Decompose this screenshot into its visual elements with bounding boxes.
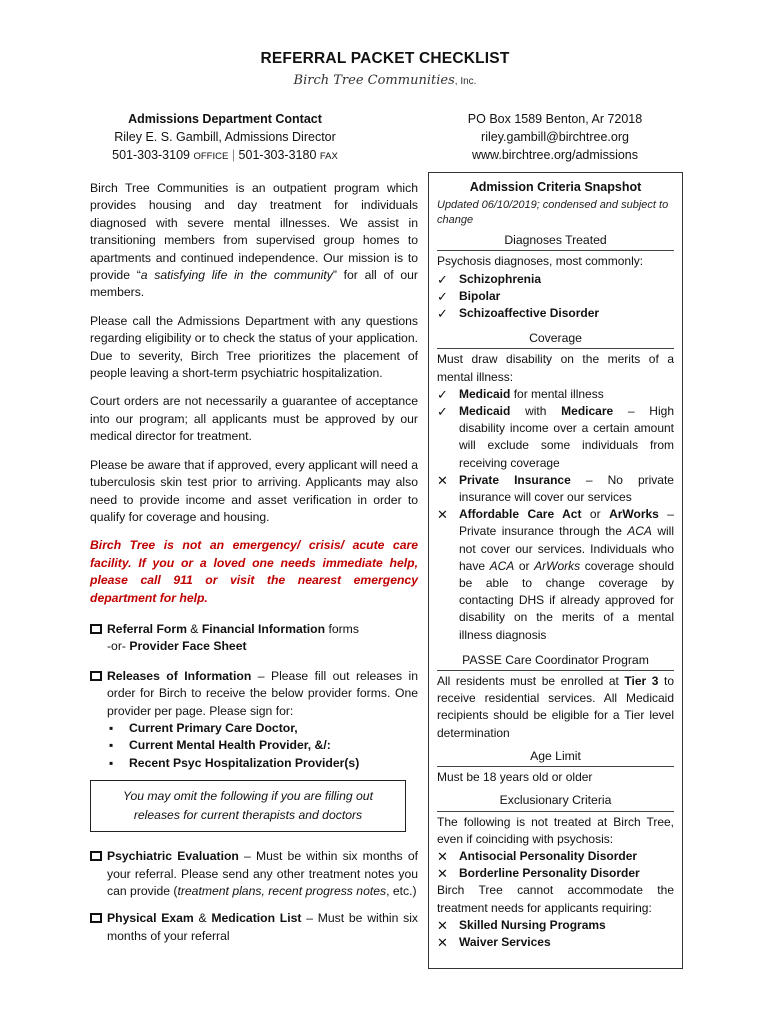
list-item: ▪ Current Mental Health Provider, &/:	[129, 737, 418, 754]
list-item: ✓ Schizoaffective Disorder	[437, 306, 600, 322]
list-item: ▪ Current Primary Care Doctor,	[129, 720, 418, 737]
list-item: ▪ Recent Psyc Hospitalization Provider(s)	[129, 755, 418, 772]
panel-title: Admission Criteria Snapshot	[469, 180, 642, 194]
diagnoses-heading: Diagnoses Treated	[437, 232, 674, 251]
passe-text: All residents must be enrolled at Tier 3 to receive residential services. All Medicaid recipients should be eligible for a Tier level determination	[437, 674, 674, 740]
admissions-contact	[95, 110, 355, 166]
exclusionary-text: The following is not treated at Birch Tree, even if coinciding with psychosis:	[437, 814, 674, 846]
court-orders-paragraph: Court orders are not necessarily a guarantee of acceptance into our program; all applicants must be approved by our medical director for treatment.	[90, 394, 418, 444]
mailing-address: PO Box 1589 Benton, Ar 72018	[467, 112, 643, 126]
exclusionary-heading: Exclusionary Criteria	[437, 792, 674, 811]
intro-paragraph: Birch Tree Communities is an outpatient program which provides housing and day treatment for individuals diagnosed with severe mental illnesses. We assist in transitioning members from supervised group homes to apartments and continued independence. Our mission is to provide “a satisfying life in the community” for all of our members.	[90, 181, 418, 300]
coverage-heading: Coverage	[437, 330, 674, 349]
checklist-item-physical-exam: Physical Exam & Medication List – Must be within six months of your referral	[90, 910, 418, 945]
organization-name	[0, 73, 770, 88]
checkbox[interactable]	[90, 624, 102, 634]
list-item: ✕ Borderline Personality Disorder	[437, 866, 640, 882]
office-phone: 501-303-3109	[112, 148, 190, 162]
office-label: OFFICE	[193, 151, 229, 162]
tb-test-paragraph: Please be aware that if approved, every applicant will need a tuberculosis skin test prior to arriving. Applicants may also need to provide income and asset verification in order to qualify for coverage and housing.	[90, 457, 418, 524]
org-name: Birch Tree Communities	[293, 73, 455, 88]
x-mark-icon: ✕	[437, 848, 448, 864]
checkmark-icon: ✓	[437, 271, 448, 287]
admission-criteria-panel	[428, 172, 683, 969]
checkbox[interactable]	[90, 851, 102, 861]
x-mark-icon: ✕	[437, 866, 448, 882]
panel-updated-note: Updated 06/10/2019; condensed and subject to change	[437, 199, 669, 227]
mailing-contact	[430, 110, 680, 164]
checkmark-icon: ✓	[437, 288, 448, 304]
list-item: ✕ Waiver Services	[437, 934, 551, 950]
checkmark-icon: ✓	[437, 386, 448, 402]
website-link[interactable]: www.birchtree.org/admissions	[471, 148, 639, 162]
list-item: ✓ Bipolar	[437, 288, 501, 304]
list-item: ✕ Affordable Care Act or ArWorks – Private insurance through the ACA will not cover our services. Individuals who have ACA or ArWorks coverage should be able to change coverage by contacting DHS if already approved for disability on the merits of a mental illness diagnosis	[437, 506, 674, 644]
contact-name: Riley E. S. Gambill, Admissions Director	[114, 130, 336, 144]
org-suffix: , Inc.	[454, 76, 477, 87]
omit-note: You may omit the following if you are filling out releases for current therapists and doctors	[90, 780, 406, 832]
list-item: ✓ Medicaid with Medicare – High disability income over a certain amount will exclude some individuals from receiving coverage	[437, 403, 674, 472]
age-text: Must be 18 years old or older	[437, 770, 593, 785]
mission-quote: a satisfying life in the community	[140, 268, 333, 283]
checklist-item-releases: Releases of Information – Please fill out releases in order for Birch to receive the below provider forms. One provider per page. Please sign for: ▪ Current Primary Care Doctor, ▪ Current Mental Health Provider, &/: ▪ Recent Psyc Hospitalization Provider(s)	[90, 668, 418, 772]
x-mark-icon: ✕	[437, 917, 448, 933]
list-item: ✕ Skilled Nursing Programs	[437, 917, 606, 933]
provider-list	[107, 720, 418, 772]
age-heading: Age Limit	[437, 748, 674, 767]
fax-phone: 501-303-3180	[238, 148, 317, 162]
contact-phones: 501-303-3109 OFFICE | 501-303-3180 FAX	[112, 148, 338, 162]
fax-label: FAX	[319, 151, 338, 162]
list-item: ✓ Schizophrenia	[437, 271, 542, 287]
emergency-warning: Birch Tree is not an emergency/ crisis/ acute care facility. If you or a loved one needs immediate help, please call 911 or visit the nearest emergency department for help.	[90, 538, 418, 605]
list-item: ✓ Medicaid for mental illness	[437, 386, 604, 402]
checkmark-icon: ✓	[437, 404, 448, 420]
email-link[interactable]: riley.gambill@birchtree.org	[481, 130, 629, 144]
checklist-item-psychiatric-evaluation: Psychiatric Evaluation – Must be within six months of your referral. Please send any other treatment notes you can provide (treatment plans, recent progress notes, etc.)	[90, 848, 418, 900]
list-item: ✕ Private Insurance – No private insurance will cover our services	[437, 472, 674, 506]
list-item: ✕ Antisocial Personality Disorder	[437, 848, 638, 864]
left-column	[90, 180, 418, 951]
checkmark-icon: ✓	[437, 306, 448, 322]
x-mark-icon: ✕	[437, 934, 448, 950]
diagnoses-text: Psychosis diagnoses, most commonly:	[437, 254, 644, 269]
passe-heading: PASSE Care Coordinator Program	[437, 652, 674, 671]
checkbox[interactable]	[90, 671, 102, 681]
checklist-item-referral-form: Referral Form & Financial Information forms -or- Provider Face Sheet	[90, 621, 418, 656]
x-mark-icon: ✕	[437, 507, 448, 523]
page-title: REFERRAL PACKET CHECKLIST	[260, 50, 510, 67]
contact-heading: Admissions Department Contact	[128, 112, 322, 126]
coverage-text: Must draw disability on the merits of a mental illness:	[437, 352, 674, 384]
contact-paragraph: Please call the Admissions Department with any questions regarding eligibility or to check the status of your application. Due to severity, Birch Tree prioritizes the placement of people leaving a short-term psychiatric hospitalization.	[90, 313, 418, 381]
checkbox[interactable]	[90, 913, 102, 923]
exclusionary-text-2: Birch Tree cannot accommodate the treatment needs for applicants requiring:	[437, 883, 674, 915]
x-mark-icon: ✕	[437, 472, 448, 488]
